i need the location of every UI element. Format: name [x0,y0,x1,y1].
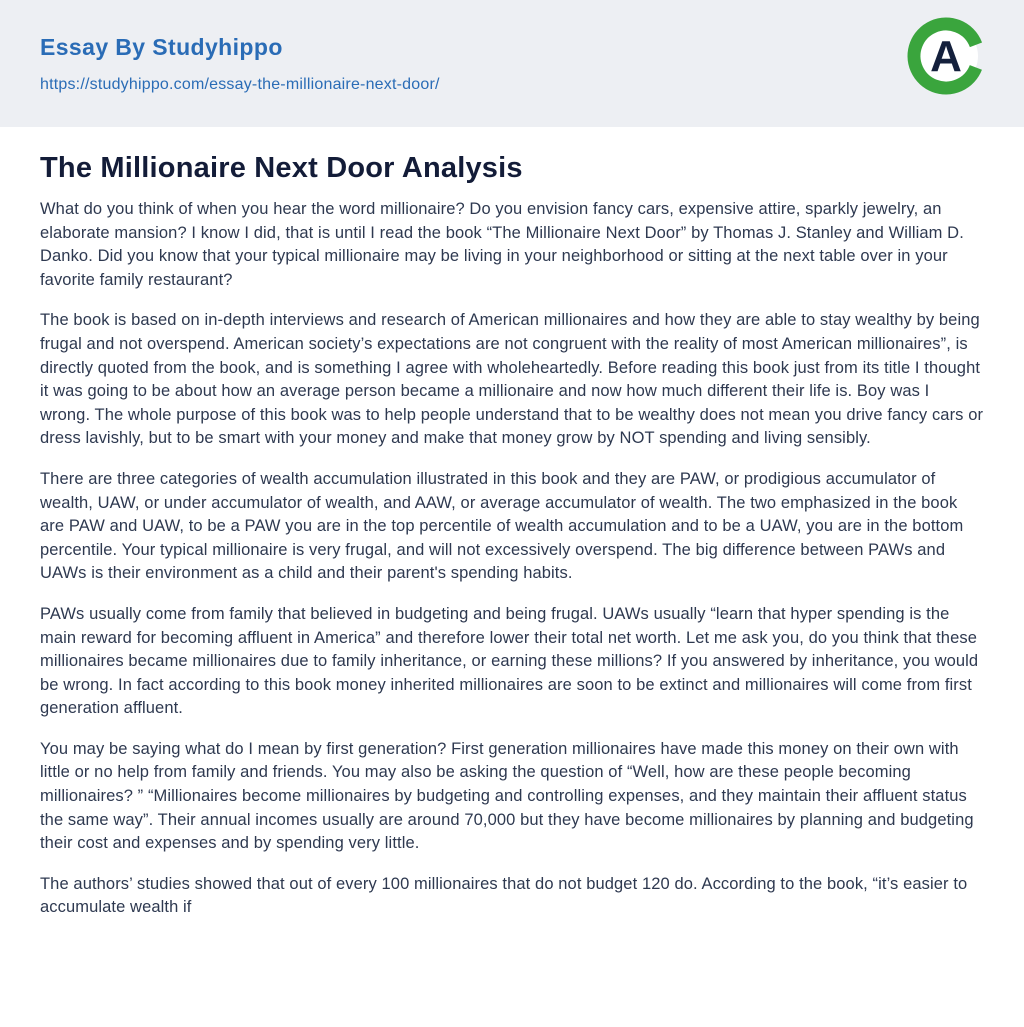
logo-letter: A [930,32,962,81]
page-title: The Millionaire Next Door Analysis [40,152,523,184]
essay-paragraph: You may be saying what do I mean by first generation? First generation millionaires have made this money on their own with little or no help from family and friends. You may also be asking the question of “Well, how are these people becoming millionaires? ” “Millionaires become millionaires by budgeting and controlling expenses, and they maintain their affluent status the same way”. Their annual incomes usually are around 70,000 but they have become millionaires by planning and budgeting their cost and expenses and by spending very little. [40,739,974,853]
essay-paragraph: What do you think of when you hear the word millionaire? Do you envision fancy cars, expensive attire, sparkly jewelry, an elaborate mansion? I know I did, that is until I read the book “The Millionaire Next Door” by Thomas J. Stanley and William D. Danko. Did you know that your typical millionaire may be living in your neighborhood or sitting at the next table over in your favorite family restaurant? [40,200,964,289]
logo-ring-icon [906,16,986,96]
essay-paragraph: There are three categories of wealth accumulation illustrated in this book and they are PAW, or prodigious accumulator of wealth, UAW, or under accumulator of wealth, and AAW, or average accumulator of wealth. The two emphasized in the book are PAW and UAW, to be a PAW you are in the top percentile of wealth accumulation and to be a UAW, you are in the bottom percentile. Your typical millionaire is very frugal, and will not excessively overspend. The big difference between PAWs and UAWs is their environment as a child and their parent's spending habits. [40,469,964,583]
essay-body [40,198,984,920]
site-url-link[interactable]: https://studyhippo.com/essay-the-millionaire-next-door/ [40,76,440,93]
site-header [0,0,1024,127]
essay-paragraph: The book is based on in-depth interviews and research of American millionaires and how they are able to stay wealthy by being frugal and not overspend. American society’s expectations are not congruent with the reality of most American millionaires”, is directly quoted from the book, and is something I agree with wholeheartedly. Before reading this book just from its title I thought it was going to be about how an average person became a millionaire and now how much different their life is. Boy was I wrong. The whole purpose of this book was to help people understand that to be wealthy does not mean you drive fancy cars or dress lavishly, but to be smart with your money and make that money grow by NOT spending and living sensibly. [40,311,984,448]
essay-article [0,127,1024,920]
essay-paragraph: The authors’ studies showed that out of every 100 millionaires that do not budget 120 do. According to the book, “it’s easier to accumulate wealth if [40,874,968,917]
site-title: Essay By Studyhippo [40,34,283,60]
essay-paragraph: PAWs usually come from family that believed in budgeting and being frugal. UAWs usually “learn that hyper spending is the main reward for becoming affluent in America” and therefore lower their total net worth. Let me ask you, do you think that these millionaires became millionaires due to family inheritance, or earning these millions? If you answered by inheritance, you would be wrong. In fact according to this book money inherited millionaires are soon to be extinct and millionaires will come from first generation affluent. [40,604,979,718]
studyhippo-logo[interactable] [906,16,986,96]
